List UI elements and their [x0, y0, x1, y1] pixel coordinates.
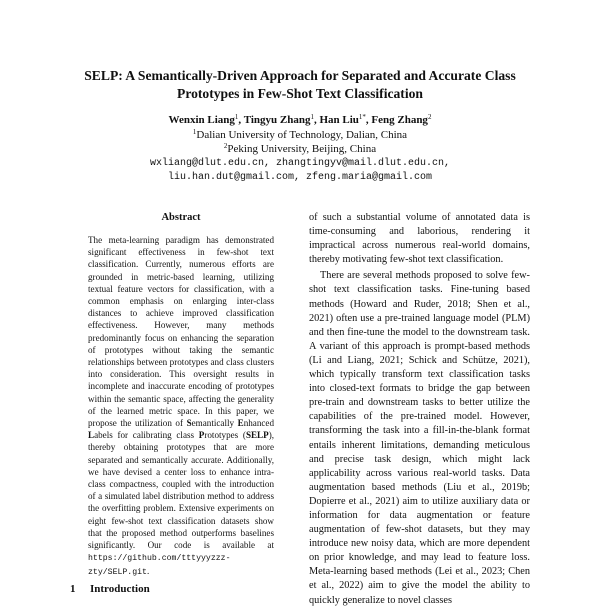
- author-block: [0, 113, 600, 186]
- author-1: Wenxin Liang: [168, 114, 235, 126]
- title-line-2: Prototypes in Few-Shot Text Classification: [177, 85, 423, 101]
- code-link[interactable]: https://github.com/tttyyyzzz-zty/SELP.git: [88, 554, 231, 578]
- right-column: [309, 211, 530, 608]
- email-line-2: liu.han.dut@gmail.com, zfeng.maria@gmail.com: [167, 172, 433, 183]
- left-column: [88, 211, 274, 580]
- author-names: Wenxin Liang$^1$, Tingyu Zhang$^1$, Han Liu$^{1*}$, Feng Zhang$^2$: [168, 113, 432, 126]
- affiliation-2-sup: 2: [223, 142, 228, 150]
- author-3-sup: 1*: [358, 113, 366, 121]
- author-4-sup: 2: [427, 113, 432, 121]
- affiliation-1-sup: 1: [192, 127, 197, 136]
- author-2: Tingyu Zhang: [243, 114, 311, 126]
- title-line-1: SELP: A Semantically-Driven Approach for Separated and Accurate Class: [84, 68, 516, 83]
- author-1-sup: 1: [234, 113, 239, 121]
- paper-title: [40, 67, 560, 102]
- author-2-sup: 1: [310, 113, 314, 121]
- author-4: Feng Zhang: [371, 114, 428, 126]
- body-paragraph-1: of such a substantial volume of annotated data is time-consuming and laborious, rendering it impractical across numerous real-world domains, thereby motivating few-shot text classification.: [309, 212, 530, 266]
- author-3: Han Liu: [319, 114, 359, 126]
- section-number: 1: [70, 583, 76, 595]
- affiliation-1: [0, 128, 600, 143]
- section-heading-introduction: [70, 583, 150, 595]
- email-line-1: wxliang@dlut.edu.cn, zhangtingyv@mail.dlut.edu.cn,: [149, 157, 451, 169]
- section-title: Introduction: [90, 583, 150, 595]
- affiliation-2-text: Peking University, Beijing, China: [227, 143, 377, 155]
- abstract-text: The meta-learning paradigm has demonstrated significant effectiveness in few-shot text classification. Currently, numerous efforts are grounded in metric-based learning, utilizing textual feature vectors for classification, with a common emphasis on enlarging inter-class distances to achieve improved classification effectiveness. However, many methods predominantly focus on enhancing the separation of prototypes without taking the semantic relationships between prototypes and class clusters into consideration. This oversight results in incomplete and inaccurate encoding of prototypes within the semantic space, affecting the generality of the learned metric space. In this paper, we propose the utilization of Semantically Enhanced Labels for calibrating class Prototypes (SELP), thereby obtaining prototypes that are more separated and semantically accurate. Additionally, we have devised a center loss to enhance intra-class compactness, coupled with the introduction of a simulated label distribution method to address the overfitting problem. Extensive experiments on eight few-shot text classification datasets show that the proposed method outperforms baselines significantly. Our code is available at https://github.com/tttyyyzzz-zty/SELP.git.: [88, 235, 274, 578]
- method-acronym: SELP: [245, 430, 269, 441]
- affiliation-1-text: Dalian University of Technology, Dalian, China: [196, 128, 408, 141]
- abstract-heading: Abstract: [161, 212, 201, 223]
- affiliation-2: [0, 142, 600, 157]
- body-paragraph-2: There are several methods proposed to solve few-shot text classification tasks. Fine-tuning based methods (Howard and Ruder, 2018; Shen et al., 2021) often use a pre-trained language model (PLM) and then fine-tune the model to the downstream task. A variant of this approach is prompt-based methods (Li and Liang, 2021; Schick and Schütze, 2021), which typically transform text classification tasks into closed-text formats to bridge the gap between pre-train and downstream tasks to better utilize the capabilities of the pre-trained model. However, transforming the task into a fill-in-the-blank format entails inherent limitations, demanding meticulous and precise task design, which might lack applicability across various real-world tasks. Data augmentation based methods (Liu et al., 2019b; Dopierre et al., 2021) aim to utilize auxiliary data or information for data augmentation or feature augmentation of few-shot datasets, but they may introduce new noisy data, which are more dependent on prior knowledge, and may lead to feature loss. Meta-learning based methods (Lei et al., 2023; Chen et al., 2022) aim to give the model the ability to quickly generalize to novel classes: [309, 270, 530, 606]
